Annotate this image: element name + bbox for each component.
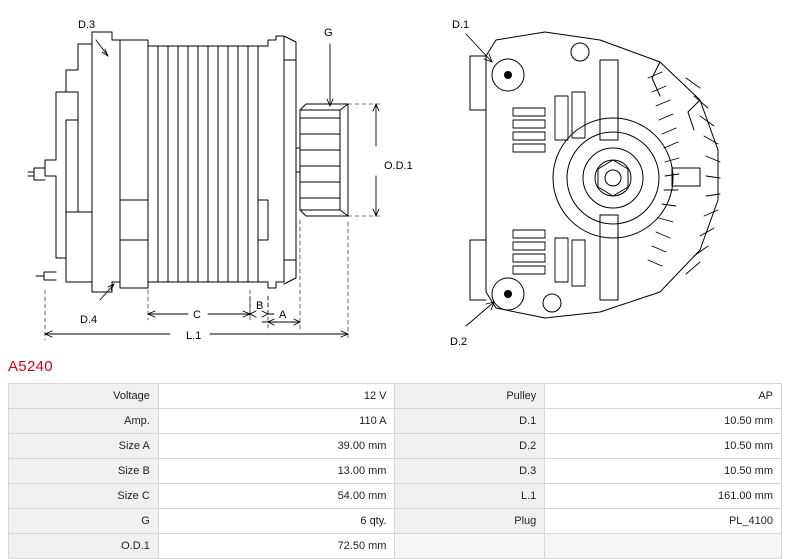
- spec-value: 54.00 mm: [158, 484, 395, 509]
- label-g: G: [324, 27, 333, 39]
- spec-label: Size A: [9, 434, 159, 459]
- spec-label: D.1: [395, 409, 545, 434]
- table-row: [9, 459, 782, 484]
- spec-value: AP: [545, 384, 782, 409]
- spec-label: Amp.: [9, 409, 159, 434]
- table-row: [9, 384, 782, 409]
- spec-label: Size C: [9, 484, 159, 509]
- label-a: A: [279, 309, 287, 321]
- spec-label: G: [9, 509, 159, 534]
- spec-label: Pulley: [395, 384, 545, 409]
- spec-label: Voltage: [9, 384, 159, 409]
- spec-value: 39.00 mm: [158, 434, 395, 459]
- label-b: B: [256, 300, 264, 312]
- spec-value: PL_4100: [545, 509, 782, 534]
- specifications-table: [8, 383, 782, 559]
- front-view-group: [466, 32, 720, 326]
- spec-value: 6 qty.: [158, 509, 395, 534]
- spec-label: D.3: [395, 459, 545, 484]
- table-row: [9, 409, 782, 434]
- label-c: C: [193, 309, 201, 321]
- spec-value: 10.50 mm: [545, 459, 782, 484]
- side-view-group: [28, 32, 382, 340]
- spec-value: 10.50 mm: [545, 409, 782, 434]
- spec-label: O.D.1: [9, 534, 159, 559]
- table-row: [9, 434, 782, 459]
- spec-label: Plug: [395, 509, 545, 534]
- table-row: [9, 484, 782, 509]
- label-l1: L.1: [186, 330, 202, 342]
- spec-label: D.2: [395, 434, 545, 459]
- label-d1: D.1: [452, 19, 470, 31]
- spec-label: Size B: [9, 459, 159, 484]
- part-number: A5240: [8, 358, 53, 375]
- table-row: [9, 509, 782, 534]
- spec-value: 72.50 mm: [158, 534, 395, 559]
- spec-label: L.1: [395, 484, 545, 509]
- spec-value: 110 A: [158, 409, 395, 434]
- label-d3: D.3: [78, 19, 96, 31]
- spec-value: 161.00 mm: [545, 484, 782, 509]
- spec-value: 12 V: [158, 384, 395, 409]
- spec-value: 10.50 mm: [545, 434, 782, 459]
- label-d2: D.2: [450, 336, 468, 348]
- label-od1: O.D.1: [384, 160, 413, 172]
- spec-value: 13.00 mm: [158, 459, 395, 484]
- label-d4: D.4: [80, 314, 98, 326]
